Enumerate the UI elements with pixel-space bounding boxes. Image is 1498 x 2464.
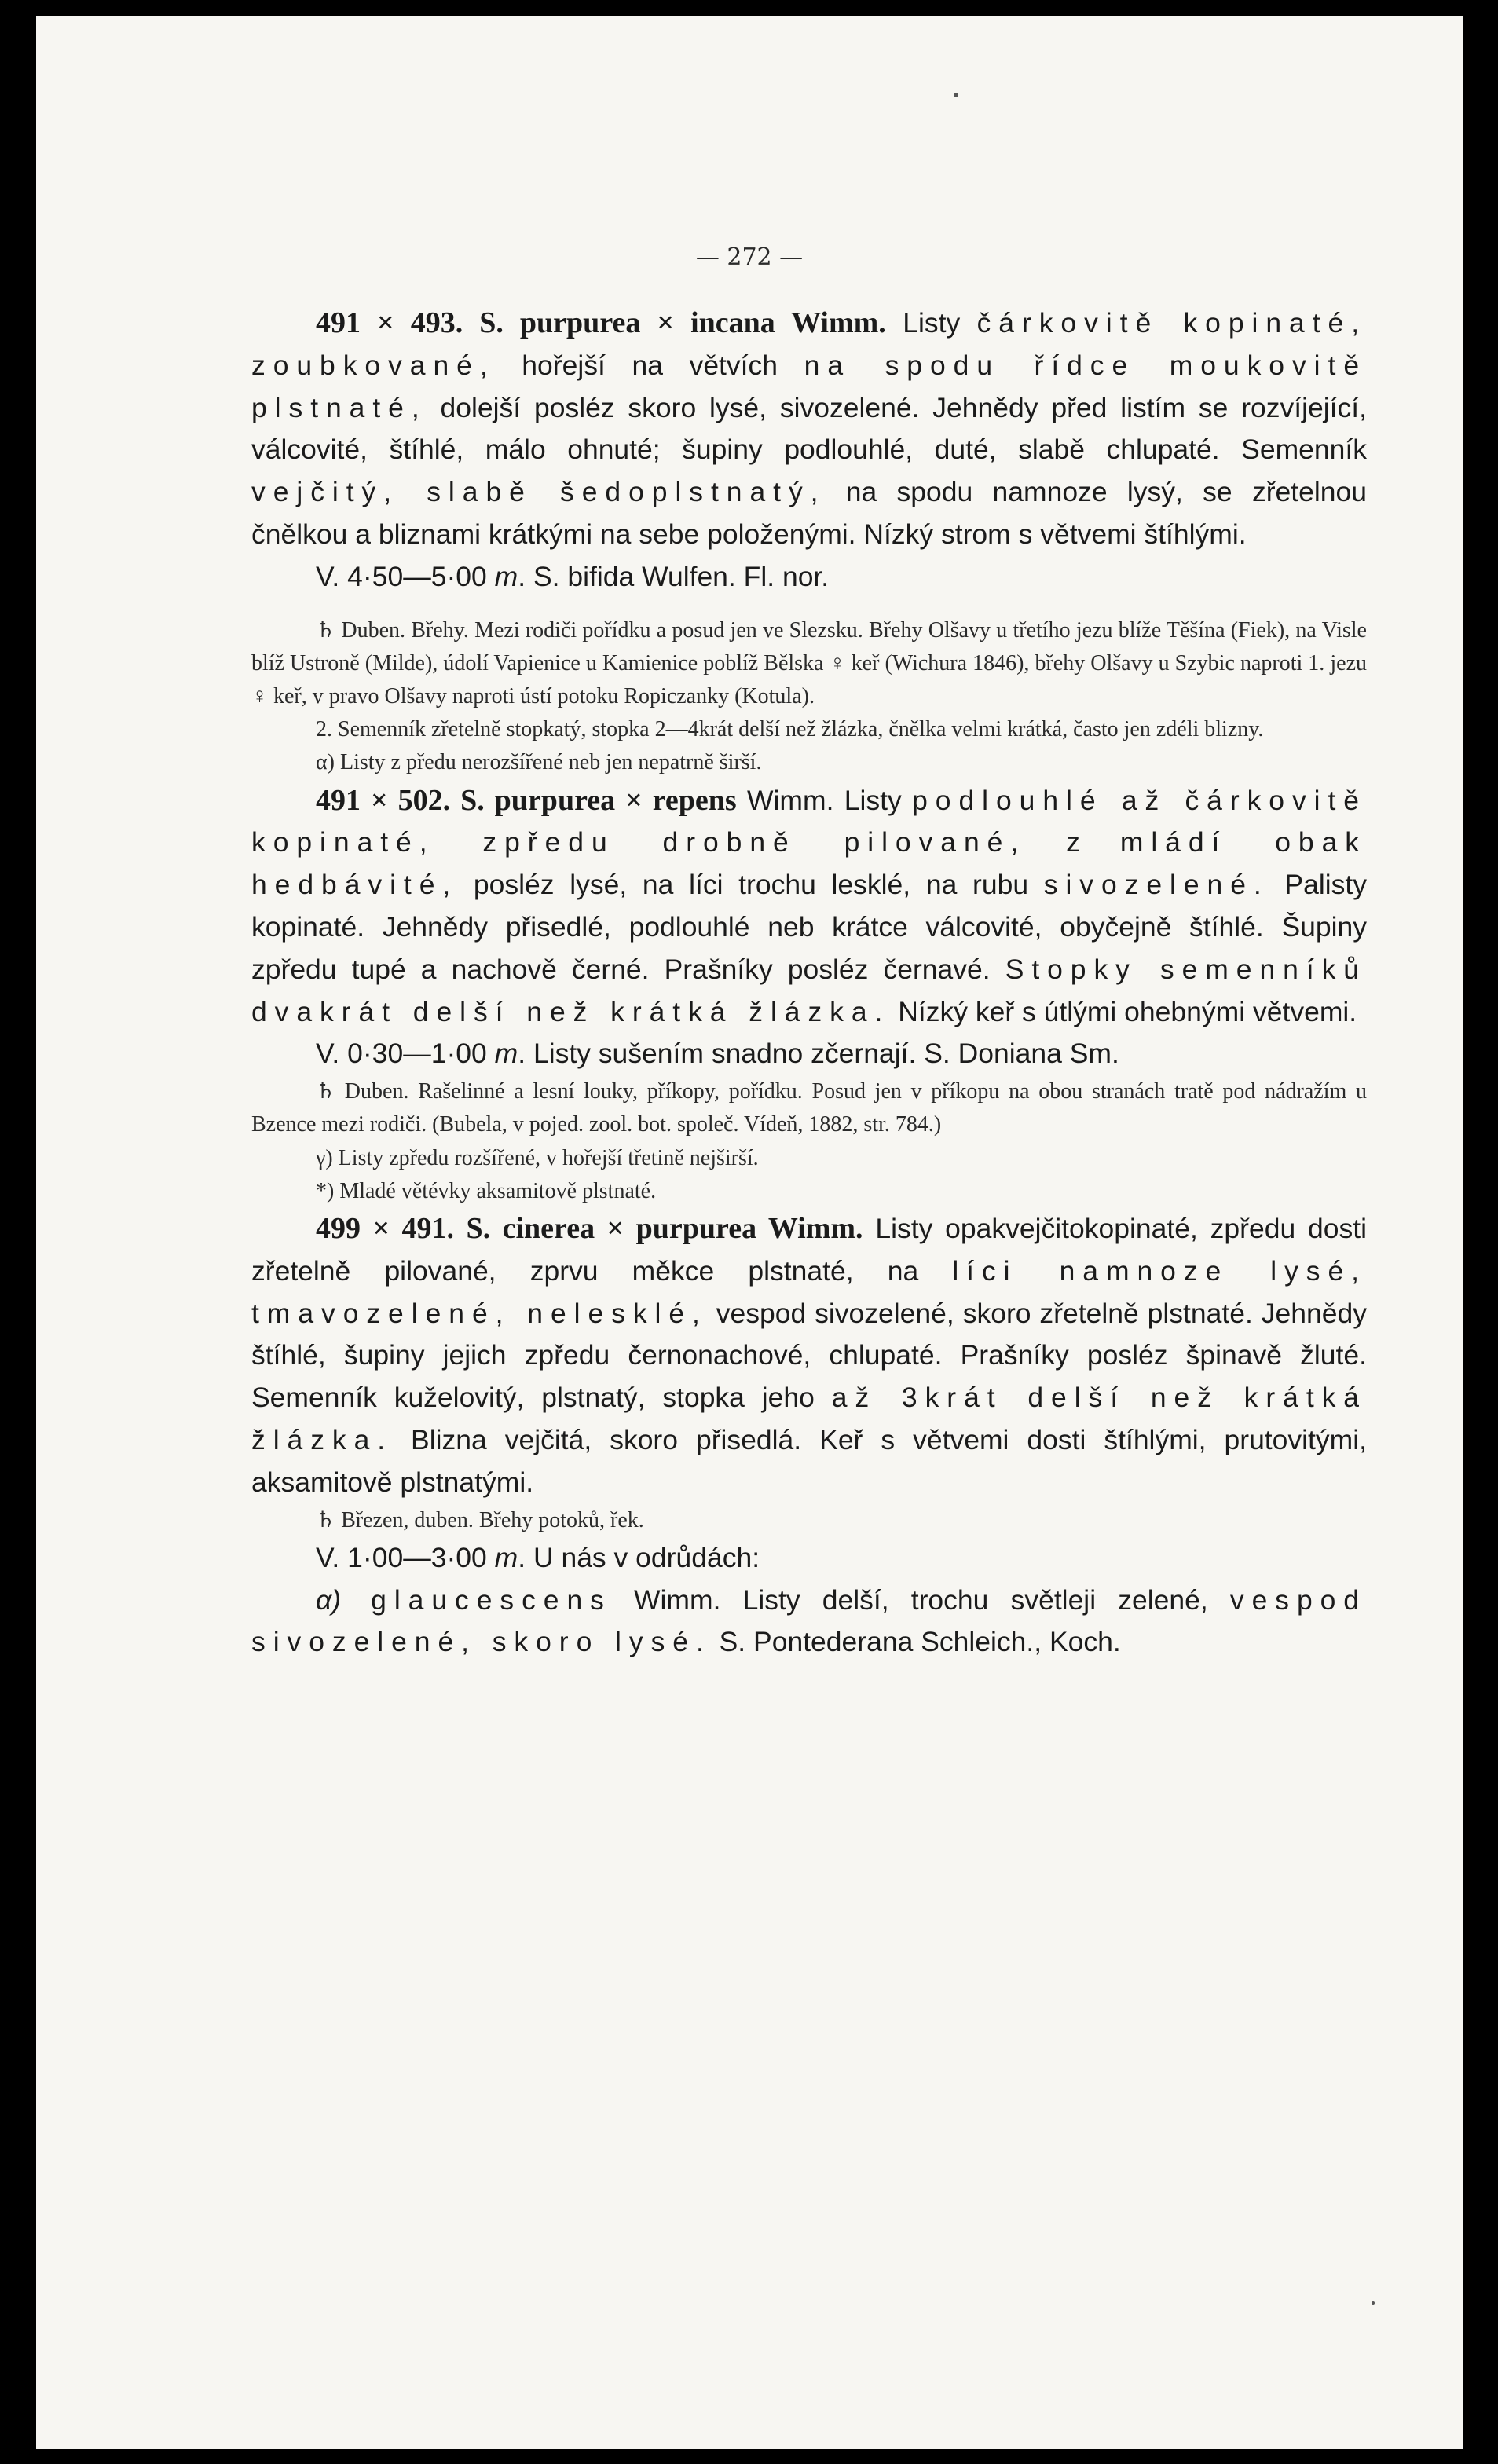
distribution-note: ♄ Březen, duben. Břehy potoků, řek. [316, 1507, 644, 1532]
entry-499x491: 499 × 491. S. cinerea × purpurea Wimm. Listy opakvejčitokopinaté, zpředu dosti zřetelně pilované, zprvu měkce plstnaté, na líci namnoze lysé, tmavozelené, nelesklé, vespod sivozelené, skoro zřetelně plstnaté. Jehnědy štíhlé, šupiny jejich zpředu černonachové, chlupaté. Prašníky posléz špinavě žluté. Semenník kuželovitý, plstnatý, stopka jeho až 3krát delší než krátká žlázka. Blizna vejčitá, skoro přisedlá. Keř s větvemi dosti štíhlými, prutovitými, aksamitově plstnatými. [251, 1211, 1367, 1498]
measure-line: V. 4·50—5·00 m. S. bifida Wulfen. Fl. nor. [316, 560, 830, 592]
entry-heading: 499 × 491. S. cinerea × purpurea Wimm. [316, 1211, 863, 1245]
entry-author: Wimm. [747, 784, 834, 816]
book-page [36, 16, 1463, 2449]
spaced-emphasis: podlouhlé až čárkovitě kopinaté, zpředu drobně pilované, [251, 784, 1367, 859]
spaced-emphasis: Stopky semenníků dvakrát delší než krátká žlázka. [251, 953, 1367, 1027]
spaced-emphasis: mládí obak hedbávité, [251, 826, 1367, 901]
print-speck [1372, 2301, 1375, 2305]
spaced-emphasis: na spodu řídce moukovitě plstnaté, [251, 349, 1367, 423]
note-point-2: 2. Semenník zřetelně stopkatý, stopka 2—4krát delší než žlázka, čnělka velmi krátká, často jen zdéli blizny. [316, 717, 1264, 742]
entry-491x493: 491 × 493. S. purpurea × incana Wimm. Listy čárkovitě kopinaté, zoubkované, hořejší na větvích na spodu řídce moukovitě plstnaté, dolejší posléz skoro lysé, sivozelené. Jehnědy před listím se rozvíjející, válcovité, štíhlé, málo ohnuté; šupiny podlouhlé, duté, slabě chlupaté. Semenník vejčitý, slabě šedoplstnatý, na spodu namnoze lysý, se zřetelnou čnělkou a bliznami krátkými na sebe položenými. Nízký strom s větvemi štíhlými. [251, 306, 1367, 550]
spaced-emphasis: až 3krát delší než krátká žlázka. [251, 1382, 1367, 1455]
measure-line: V. 1·00—3·00 m. U nás v odrůdách: [316, 1541, 760, 1573]
measure-line: V. 0·30—1·00 m. Listy sušením snadno zčernají. S. Doniana Sm. [316, 1038, 1119, 1070]
distribution-note: ♄ Duben. Rašelinné a lesní louky, příkopy, pořídku. Posud jen v příkopu na obou stranách tratě pod nádražím u Bzence mezi rodiči. (Bubela, v pojed. zool. bot. společ. Vídeň, 1882, str. 784.) [251, 1079, 1367, 1137]
entry-heading: 491 × 493. S. purpurea × incana Wimm. [316, 306, 886, 339]
note-alpha: α) Listy z předu nerozšířené neb jen nepatrně širší. [316, 750, 762, 775]
variety-name: glaucescens [341, 1583, 612, 1616]
entry-heading: 491 × 502. S. purpurea × repens [316, 783, 737, 817]
entry-491x502: 491 × 502. S. purpurea × repens Wimm. Listy podlouhlé až čárkovitě kopinaté, zpředu drobně pilované, z mládí obak hedbávité, posléz lysé, na líci trochu lesklé, na rubu sivozelené. Palisty kopinaté. Jehnědy přisedlé, podlouhlé neb krátce válcovité, obyčejně štíhlé. Šupiny zpředu tupé a nachově černé. Prašníky posléz černavé. Stopky semenníků dvakrát delší než krátká žlázka. Nízký keř s útlými ohebnými větvemi. [251, 783, 1367, 1027]
note-gamma: γ) Listy zpředu rozšířené, v hořejší třetině nejširší. [316, 1145, 759, 1170]
distribution-note: ♄ Duben. Břehy. Mezi rodiči pořídku a posud jen ve Slezsku. Břehy Olšavy u třetího jezu blíže Těšína (Fiek), na Visle blíž Ustroně (Milde), údolí Vapienice u Kamienice poblíž Bělska ♀ keř (Wichura 1846), břehy Olšavy u Szybic naproti 1. jezu ♀ keř, v pravo Olšavy naproti ústí potoku Ropiczanky (Kotula). [251, 617, 1367, 708]
note-star: *) Mladé větévky aksamitově plstnaté. [316, 1178, 657, 1203]
variety-alpha: α) glaucescens Wimm. Listy delší, trochu světleji zelené, vespod sivozelené, skoro lysé. S. Pontederana Schleich., Koch. [251, 1583, 1367, 1658]
page-text [251, 302, 1367, 1664]
print-speck [954, 93, 958, 97]
spaced-emphasis: líci namnoze lysé, tmavozelené, nelesklé, [251, 1254, 1367, 1329]
spaced-emphasis: čárkovitě kopinaté, zoubkované, [251, 307, 1367, 381]
spaced-emphasis: sivozelené. [1043, 869, 1269, 901]
page-number: — 272 — [695, 243, 804, 271]
spaced-emphasis: vejčitý, slabě šedoplstnatý, [251, 476, 826, 508]
spaced-emphasis: vespod sivozelené, skoro lysé. [251, 1583, 1367, 1658]
